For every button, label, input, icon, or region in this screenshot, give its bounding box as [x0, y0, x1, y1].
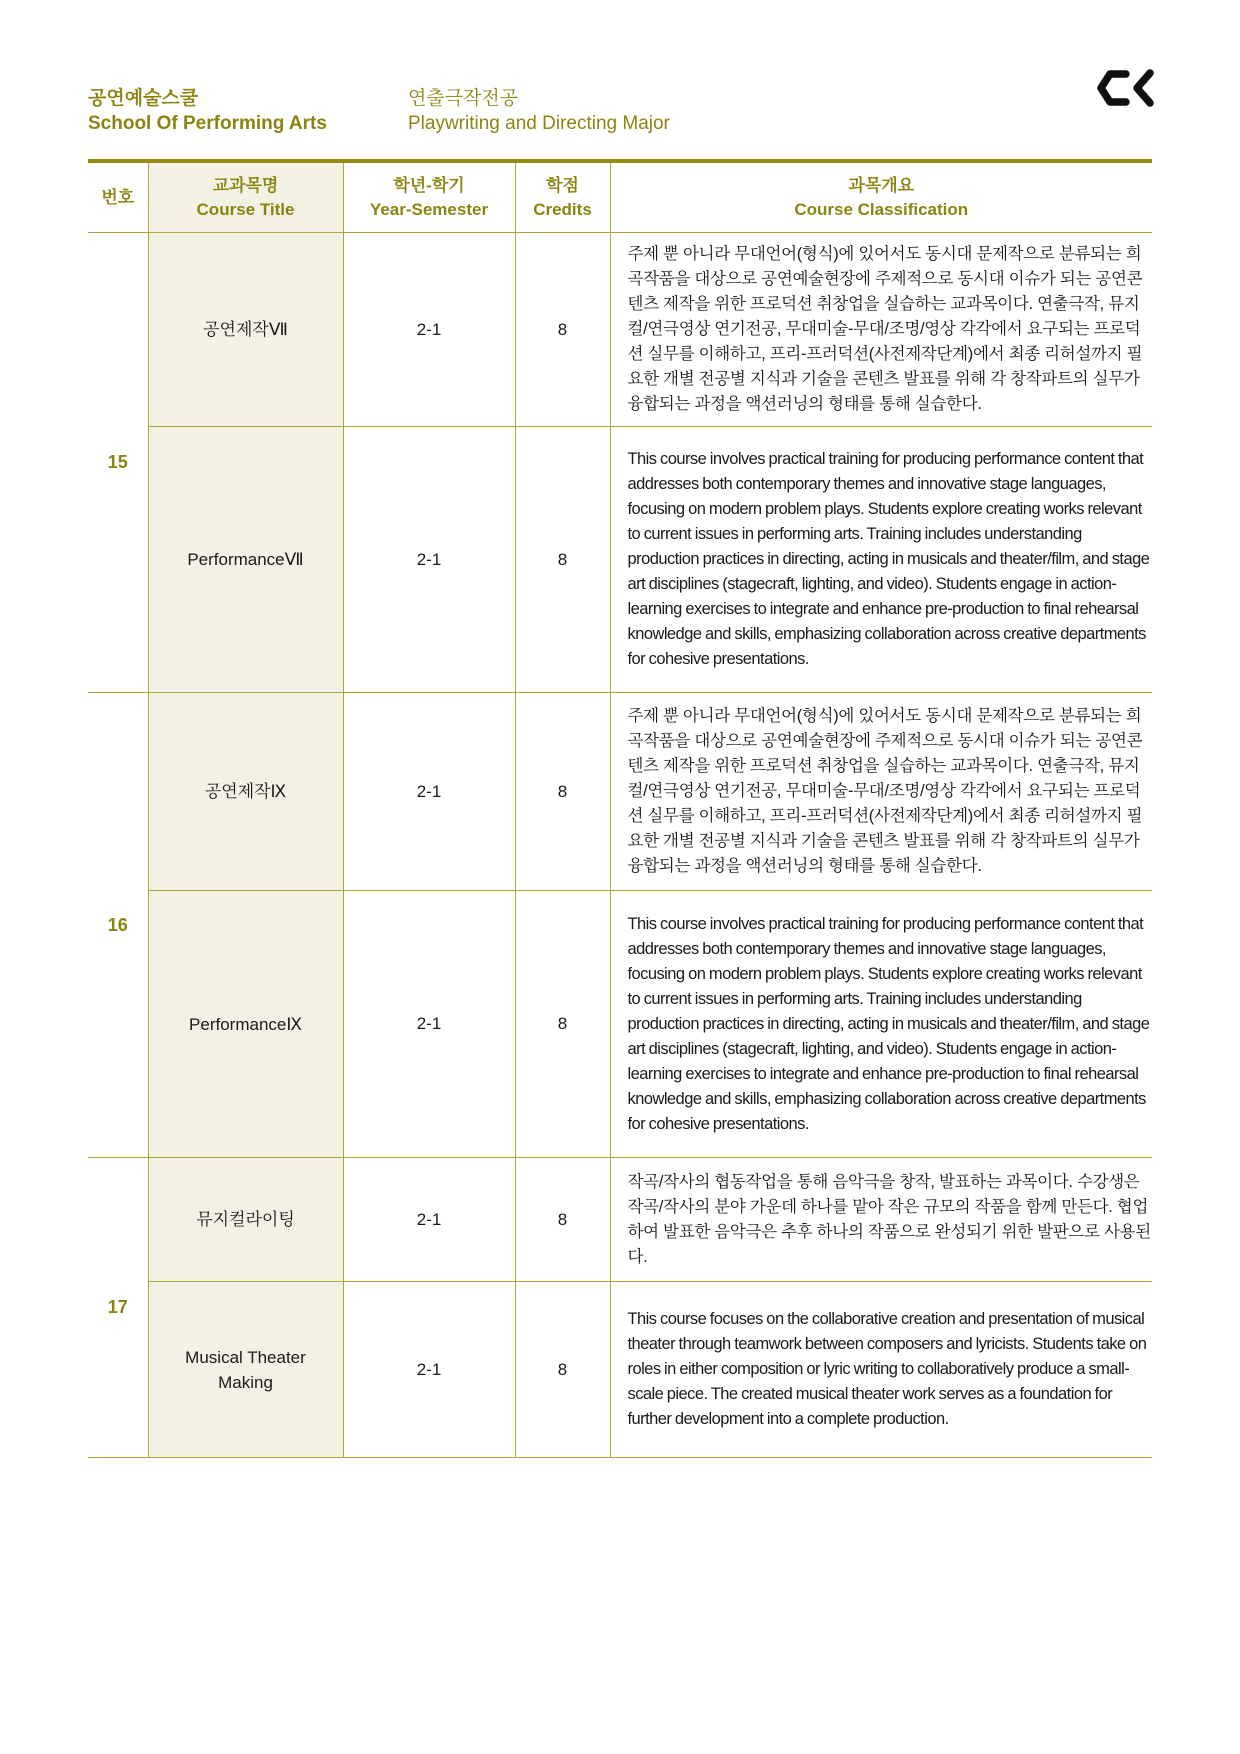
- column-header-description-en: Course Classification: [794, 199, 969, 219]
- course-title: [148, 1282, 343, 1458]
- year-semester: 2-1: [343, 233, 515, 427]
- school-name-en: School Of Performing Arts: [88, 113, 327, 134]
- year-semester: 2-1: [343, 693, 515, 891]
- description-text: 작곡/작사의 협동작업을 통해 음악극을 창작, 발표하는 과목이다. 수강생은 작곡/작사의 분야 가운데 하나를 맡아 작은 규모의 작품을 함께 만든다. 협업하여 발표한 음악극은 추후 하나의 작품으로 완성되기 위한 발판으로 사용된다.: [627, 1172, 1151, 1266]
- description-text: 주제 뿐 아니라 무대언어(형식)에 있어서도 동시대 문제작으로 분류되는 희곡작품을 대상으로 공연예술현장에 주제적으로 동시대 이슈가 되는 공연콘텐츠 제작을 위한 프로덕션 취창업을 실습하는 교과목이다. 연출극작, 뮤지컬/연극영상 연기전공, 무대미술-무대/조명/영상 각각에서 요구되는 프로덕션 실무를 이해하고, 프리-프러덕션(사전제작단계)에서 최종 리허설까지 필요한 개별 전공별 지식과 기술을 콘텐츠 발표를 위해 각 창작파트의 실무가 융합되는 과정을 액션러닝의 형태를 통해 실습한다.: [627, 245, 1143, 413]
- course-table: [88, 163, 1152, 1458]
- year-semester: 2-1: [343, 1158, 515, 1282]
- course-number: 15: [88, 233, 148, 693]
- course-title: PerformanceⅦ: [148, 427, 343, 693]
- credits: 8: [515, 693, 610, 891]
- ck-logo-icon: [1096, 68, 1158, 108]
- school-name: [88, 86, 327, 136]
- column-header-description: [610, 163, 1152, 233]
- column-header-credits: [515, 163, 610, 233]
- course-title: PerformanceⅨ: [148, 891, 343, 1158]
- course-title: 뮤지컬라이팅: [148, 1158, 343, 1282]
- course-number: 16: [88, 693, 148, 1158]
- credits: 8: [515, 891, 610, 1158]
- year-semester: 2-1: [343, 1282, 515, 1458]
- table-row: [88, 233, 1152, 427]
- course-description-en: [610, 427, 1152, 693]
- course-description-en: [610, 891, 1152, 1158]
- column-header-credits-en: Credits: [533, 199, 592, 219]
- table-row: [88, 1158, 1152, 1282]
- course-description-ko: [610, 233, 1152, 427]
- description-text: This course involves practical training for producing performance content that addresses both contemporary themes and innovative stage languages, focusing on modern problem plays. Students explore creating works relevant to current issues in performing arts. Training includes understanding production practices in directing, acting in musicals and theater/film, and stage art disciplines (stagecraft, lighting, and video). Students engage in action-learning exercises to integrate and enhance pre-production to final rehearsal knowledge and skills, emphasizing collaboration across creative departments for cohesive presentations.: [627, 450, 1150, 668]
- column-header-title-en: Course Title: [196, 199, 295, 219]
- column-header-number: [88, 163, 148, 233]
- column-header-year-semester-ko: 학년-학기: [393, 175, 465, 195]
- course-description-ko: [610, 1158, 1152, 1282]
- table-row: [88, 427, 1152, 693]
- credits: 8: [515, 427, 610, 693]
- course-title: 공연제작Ⅶ: [148, 233, 343, 427]
- year-semester: 2-1: [343, 891, 515, 1158]
- column-header-title: [148, 163, 343, 233]
- description-text: 주제 뿐 아니라 무대언어(형식)에 있어서도 동시대 문제작으로 분류되는 희곡작품을 대상으로 공연예술현장에 주제적으로 동시대 이슈가 되는 공연콘텐츠 제작을 위한 프로덕션 취창업을 실습하는 교과목이다. 연출극작, 뮤지컬/연극영상 연기전공, 무대미술-무대/조명/영상 각각에서 요구되는 프로덕션 실무를 이해하고, 프리-프러덕션(사전제작단계)에서 최종 리허설까지 필요한 개별 전공별 지식과 기술을 콘텐츠 발표를 위해 각 창작파트의 실무가 융합되는 과정을 액션러닝의 형태를 통해 실습한다.: [627, 707, 1143, 875]
- course-number: 17: [88, 1158, 148, 1458]
- course-description-ko: [610, 693, 1152, 891]
- course-title: 공연제작Ⅸ: [148, 693, 343, 891]
- course-title-text: Musical Theater Making: [185, 1347, 306, 1392]
- table-row: [88, 891, 1152, 1158]
- column-header-title-ko: 교과목명: [212, 175, 279, 195]
- school-name-ko: 공연예술스쿨: [88, 88, 199, 109]
- credits: 8: [515, 1282, 610, 1458]
- column-header-description-ko: 과목개요: [848, 175, 915, 195]
- table-header-row: [88, 163, 1152, 233]
- major-name-ko: 연출극작전공: [408, 88, 519, 109]
- year-semester: 2-1: [343, 427, 515, 693]
- credits: 8: [515, 233, 610, 427]
- description-text: This course involves practical training for producing performance content that addresses both contemporary themes and innovative stage languages, focusing on modern problem plays. Students explore creating works relevant to current issues in performing arts. Training includes understanding production practices in directing, acting in musicals and theater/film, and stage art disciplines (stagecraft, lighting, and video). Students engage in action-learning exercises to integrate and enhance pre-production to final rehearsal knowledge and skills, emphasizing collaboration across creative departments for cohesive presentations.: [627, 914, 1150, 1133]
- credits: 8: [515, 1158, 610, 1282]
- column-header-year-semester-en: Year-Semester: [369, 199, 489, 219]
- description-text: This course focuses on the collaborative creation and presentation of musical theater through teamwork between composers and lyricists. Students take on roles in either composition or lyric writing to collaboratively produce a small-scale piece. The created musical theater work serves as a foundation for further development into a complete production.: [627, 1310, 1147, 1428]
- major-name: [408, 86, 670, 136]
- major-name-en: Playwriting and Directing Major: [408, 113, 670, 134]
- table-row: [88, 1282, 1152, 1458]
- table-row: [88, 693, 1152, 891]
- column-header-number-ko: 번호: [101, 187, 135, 207]
- course-description-en: [610, 1282, 1152, 1458]
- column-header-credits-ko: 학점: [546, 175, 579, 195]
- column-header-year-semester: [343, 163, 515, 233]
